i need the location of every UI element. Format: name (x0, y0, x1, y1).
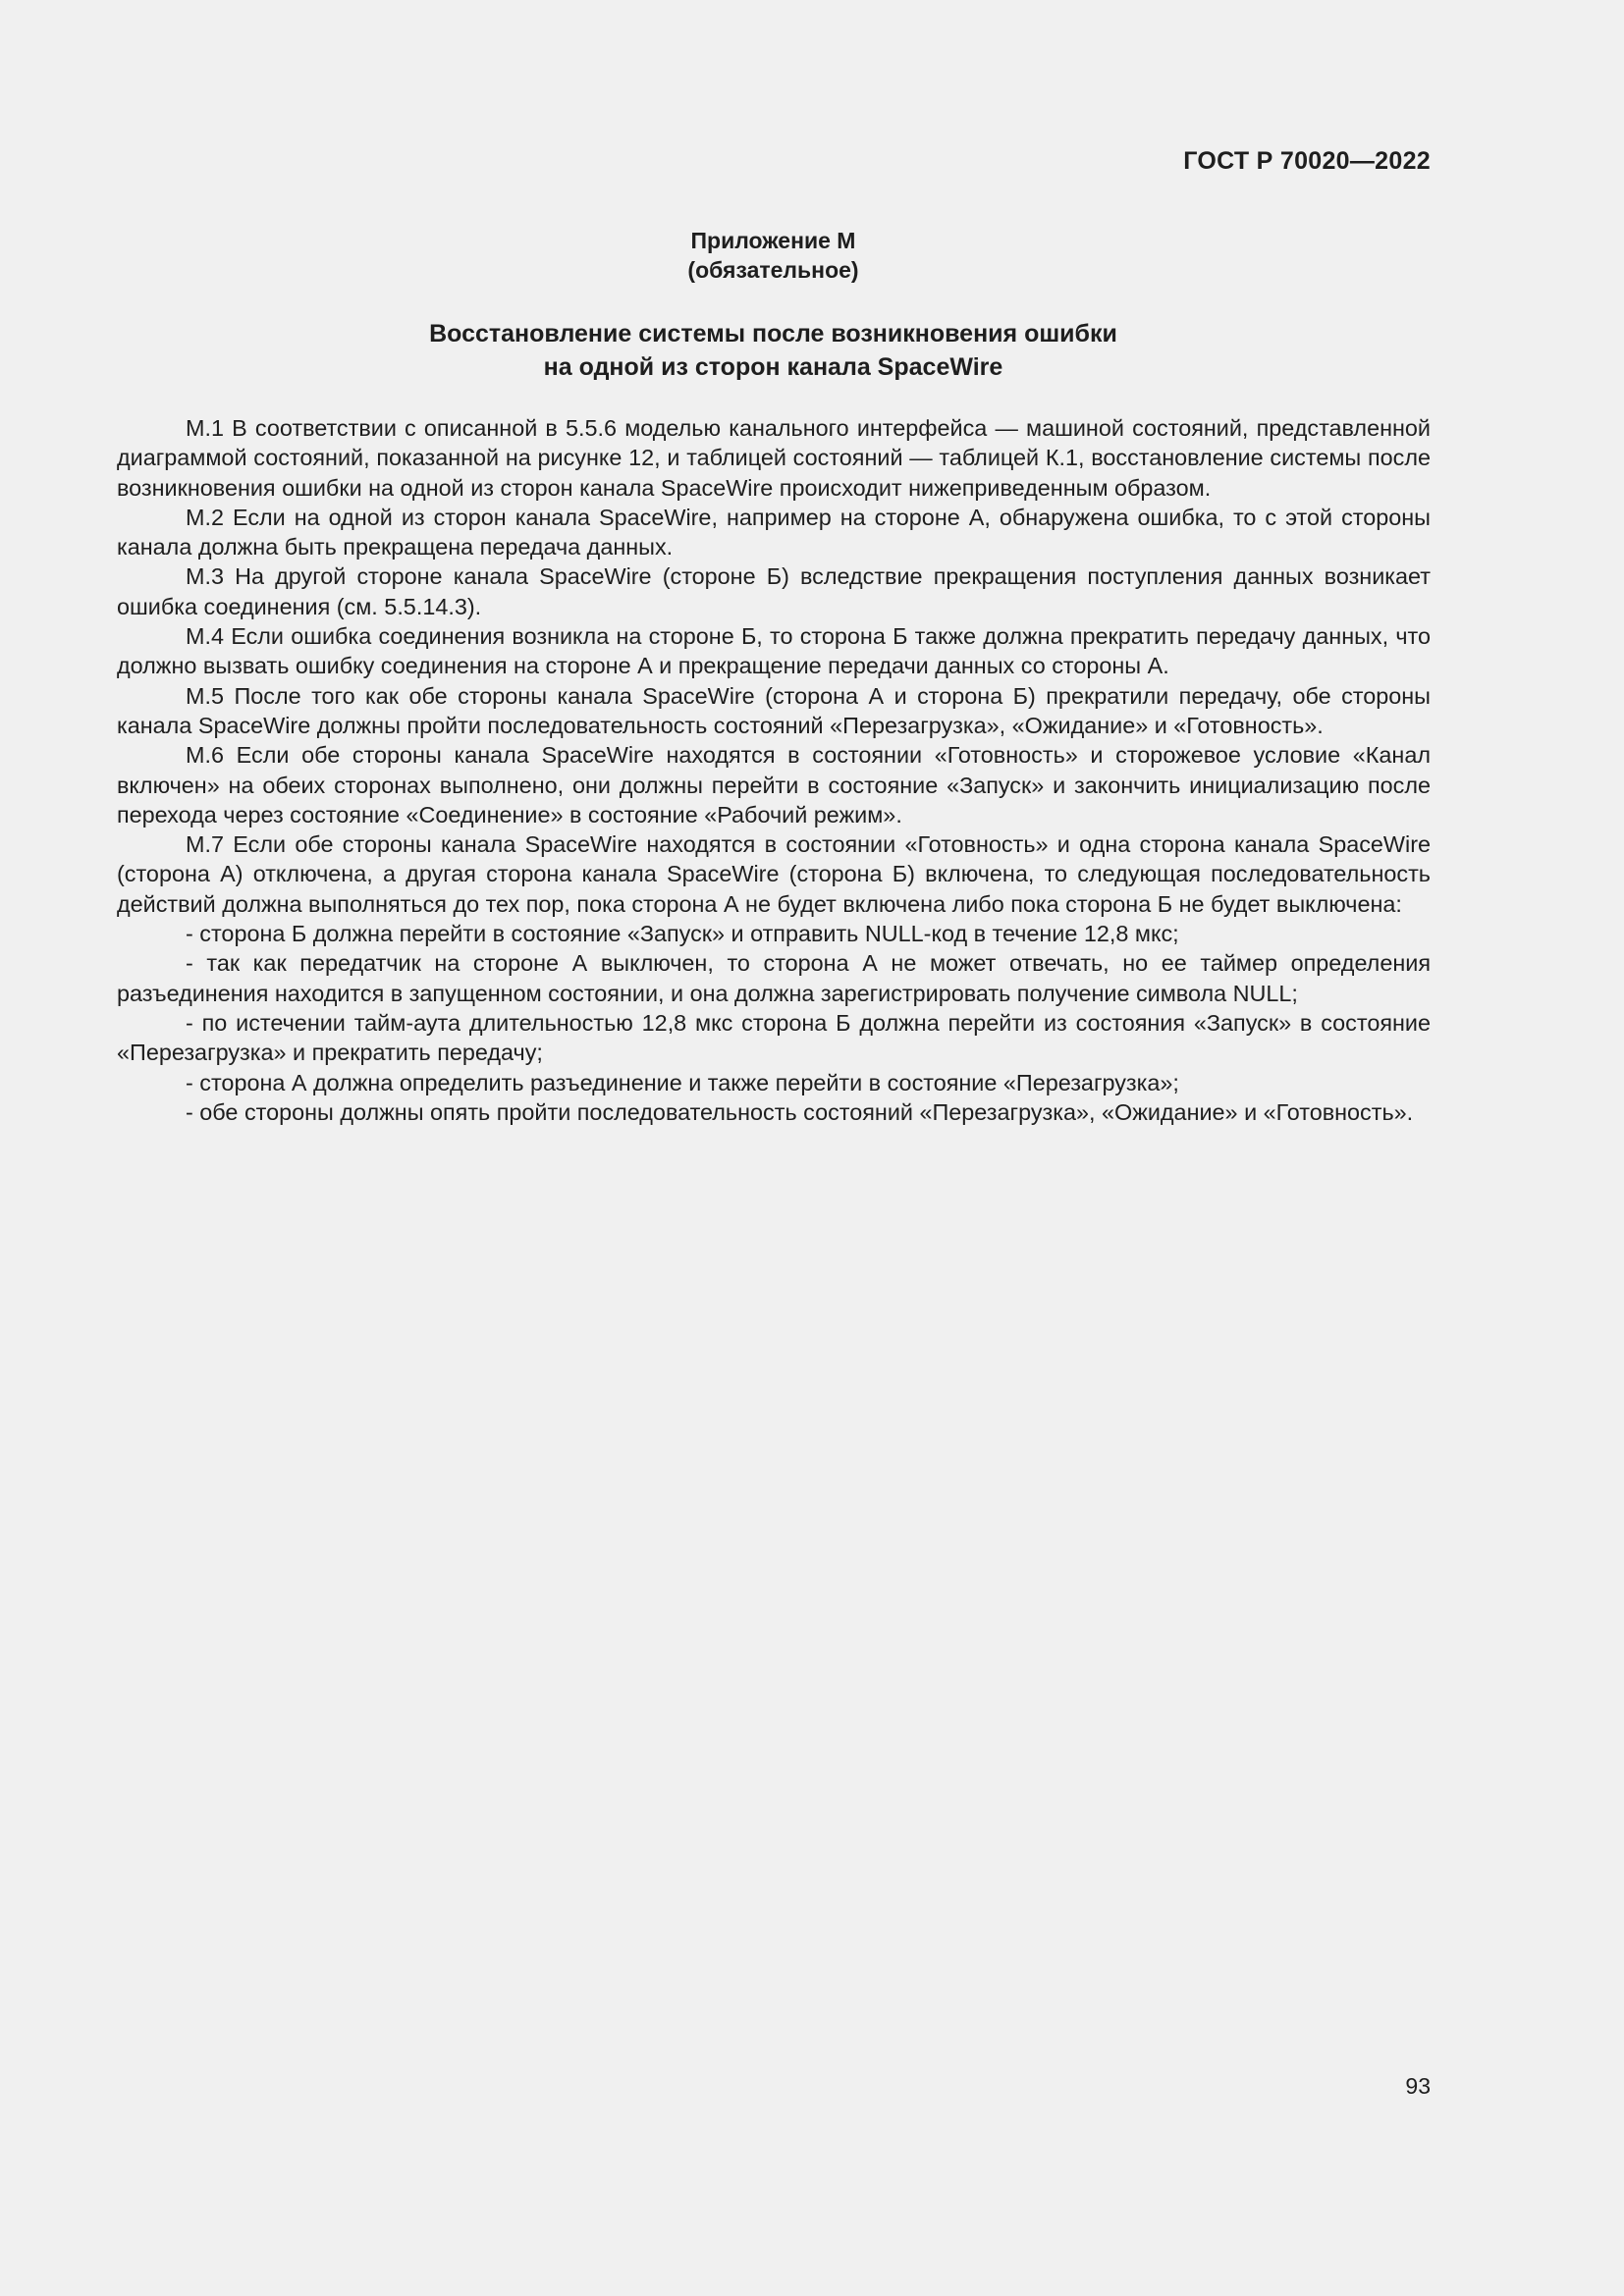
page-number: 93 (1405, 2073, 1431, 2099)
appendix-heading (0, 226, 1546, 285)
paragraph-m4: М.4 Если ошибка соединения возникла на стороне Б, то сторона Б также должна прекратить передачу данных, что должно вызвать ошибку соединения на стороне А и прекращение передачи данных со стороны А. (117, 623, 1431, 679)
body-text (117, 413, 1431, 1127)
paragraph-m1: М.1 В соответствии с описанной в 5.5.6 моделью канального интерфейса — машиной состояний, представленной диаграммой состояний, показанной на рисунке 12, и таблицей состояний — таблицей К.1, восстановление системы после возникновения ошибки на одной из сторон канала SpaceWire происходит нижеприведенным образом. (117, 415, 1431, 501)
list-item: - сторона Б должна перейти в состояние «Запуск» и отправить NULL-код в течение 12,8 мкс; (186, 921, 1179, 947)
appendix-status: (обязательное) (687, 257, 859, 283)
list-item: - так как передатчик на стороне А выключен, то сторона А не может отвечать, но ее таймер определения разъединения находится в запущенном состоянии, и она должна зарегистрировать получение символа NULL; (117, 950, 1431, 1006)
paragraph-m2: М.2 Если на одной из сторон канала SpaceWire, например на стороне А, обнаружена ошибка, то с этой стороны канала должна быть прекращена передача данных. (117, 504, 1431, 561)
list-item: - обе стороны должны опять пройти последовательность состояний «Перезагрузка», «Ожидание» и «Готовность». (186, 1098, 1414, 1125)
section-title-line-2: на одной из сторон канала SpaceWire (543, 353, 1003, 381)
appendix-label: Приложение М (690, 228, 856, 253)
paragraph-m5: М.5 После того как обе стороны канала SpaceWire (сторона А и сторона Б) прекратили передачу, обе стороны канала SpaceWire должны пройти последовательность состояний «Перезагрузка», «Ожидание» и «Готовность». (117, 682, 1431, 738)
list-item: - по истечении тайм-аута длительностью 12,8 мкс сторона Б должна перейти из состояния «Запуск» в состояние «Перезагрузка» и прекратить передачу; (117, 1009, 1431, 1066)
list-item: - сторона А должна определить разъединение и также перейти в состояние «Перезагрузка»; (186, 1069, 1179, 1095)
standard-code: ГОСТ Р 70020—2022 (1183, 147, 1431, 175)
section-title (0, 317, 1546, 384)
section-title-line-1: Восстановление системы после возникновения ошибки (429, 320, 1117, 347)
paragraph-m3: М.3 На другой стороне канала SpaceWire (стороне Б) вследствие прекращения поступления данных возникает ошибка соединения (см. 5.5.14.3). (117, 563, 1431, 619)
paragraph-m6: М.6 Если обе стороны канала SpaceWire находятся в состоянии «Готовность» и сторожевое условие «Канал включен» на обеих сторонах выполнено, они должны перейти в состояние «Запуск» и закончить инициализацию после перехода через состояние «Соединение» в состояние «Рабочий режим». (117, 742, 1431, 828)
paragraph-m7: М.7 Если обе стороны канала SpaceWire находятся в состоянии «Готовность» и одна сторона канала SpaceWire (сторона А) отключена, а другая сторона канала SpaceWire (сторона Б) включена, то следующая последовательность действий должна выполняться до тех пор, пока сторона А не будет включена либо пока сторона Б не будет выключена: (117, 831, 1431, 917)
